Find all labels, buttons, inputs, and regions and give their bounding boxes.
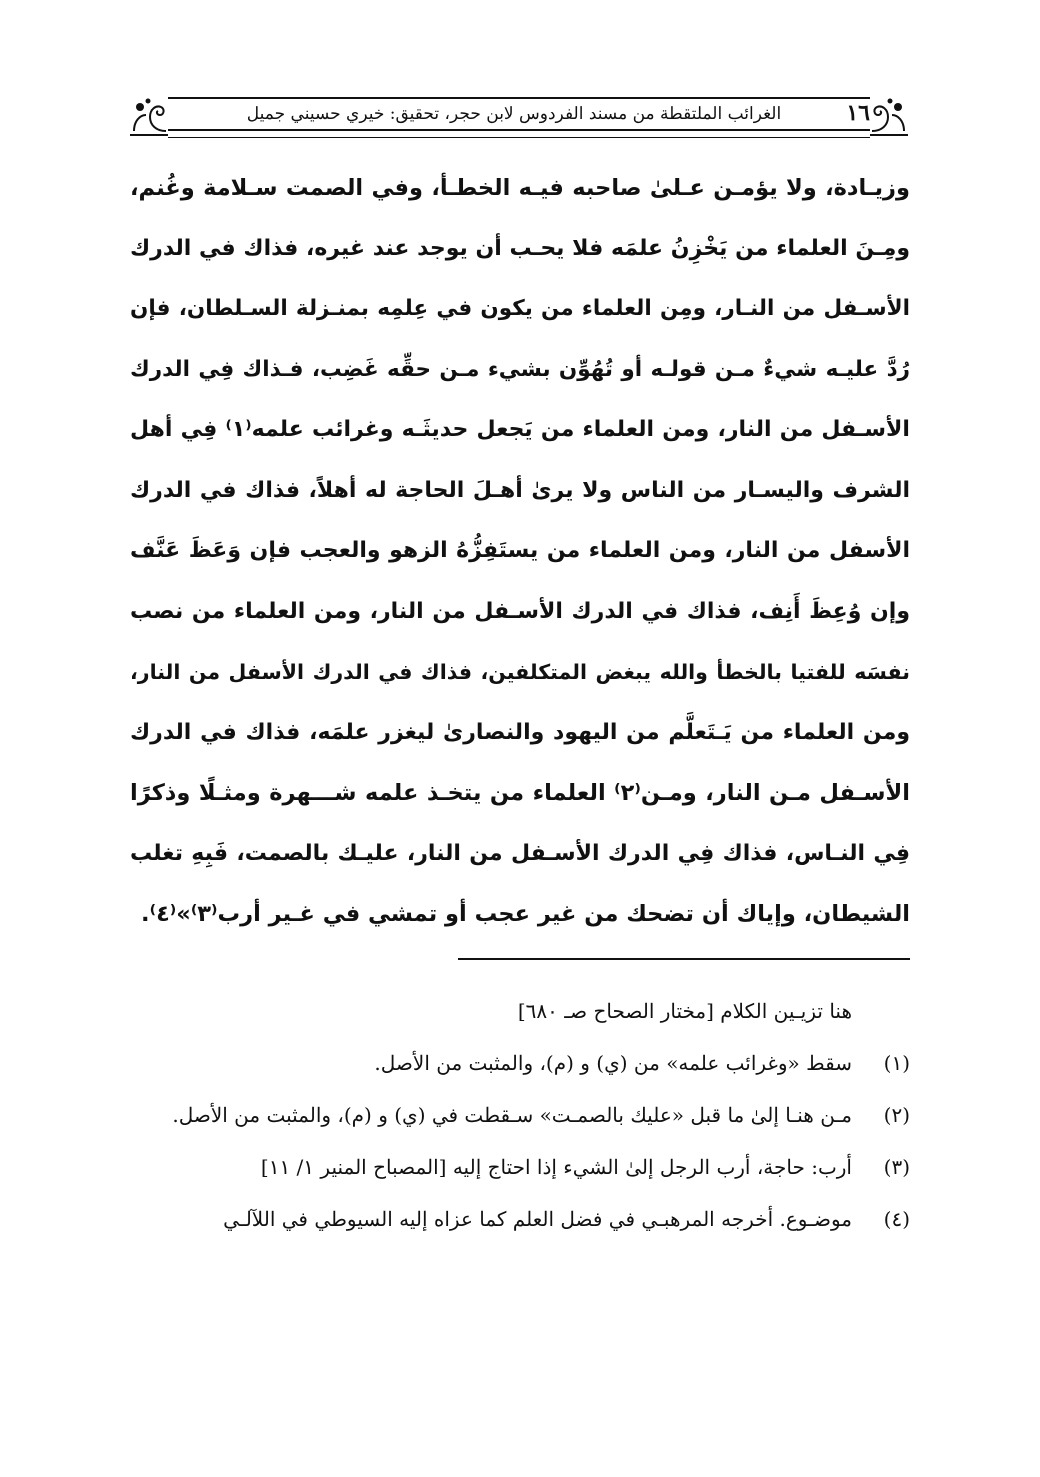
text-line: ومن العلماء من يَـتَعلَّم من اليهود والنصارىٰ ليغزر علمَه، فذاك في الدرك (130, 719, 910, 745)
footnote-text: موضـوع. أخرجه المرهبـي في فضل العلم كما عزاه إليه السيوطي في اللآلـي (223, 1207, 852, 1231)
page-number: ١٦ (846, 100, 870, 126)
page-header (128, 95, 910, 143)
text-line: الأسـفل مـن النار، ومـن⁽٢⁾ العلماء من يتخـذ علمه شـــهرة ومثـلًا وذكرًا (130, 780, 910, 806)
text-line: فِي النـاس، فذاك فِي الدرك الأسـفل من النار، عليـك بالصمت، فَبِهِ تغلب (130, 840, 910, 866)
header-bottom-rule (168, 129, 870, 138)
text-line: ومِـنَ العلماء من يَخْزِنُ علمَه فلا يحـب أن يوجد عند غيره، فذاك في الدرك (130, 235, 910, 261)
text-line: رُدَّ عليـه شيءٌ مـن قولـه أو تُهُوِّن بشيء مـن حقِّه غَضِب، فـذاك فِي الدرك (130, 356, 910, 382)
footnote-text: مـن هنـا إلىٰ ما قبل «عليك بالصمـت» سـقطت في (ي) و (م)، والمثبت من الأصل. (172, 1103, 852, 1127)
running-title: الغرائب الملتقطة من مسند الفردوس لابن حجر، تحقيق: خيري حسيني جميل (246, 104, 782, 124)
text-line: الشرف واليسـار من الناس ولا يرىٰ أهـلَ الحاجة له أهلاً، فذاك في الدرك (130, 477, 910, 503)
footnote-number: (١) (883, 1051, 910, 1075)
text-line: الأسفل من النار، ومن العلماء من يستَفِزُّهُ الزهو والعجب فإن وَعَظَ عَنَّف (130, 538, 910, 563)
footnote-text: أرب: حاجة، أرب الرجل إلىٰ الشيء إذا احتاج إليه [المصباح المنير ١/ ١١] (260, 1155, 852, 1179)
text-line: وإن وُعِظَ أَنِف، فذاك في الدرك الأسـفل من النار، ومن العلماء من نصب (130, 598, 910, 624)
main-text (130, 158, 910, 945)
ornament-right-icon (868, 95, 910, 139)
footnote-note: هنا تزيـين الكلام [مختار الصحاح صـ ٦٨٠] (517, 999, 852, 1023)
text-line: الشيطان، وإياك أن تضحك من غير عجب أو تمشي في غـير أرب⁽٣⁾»⁽٤⁾. (141, 901, 910, 927)
ornament-left-icon (128, 95, 170, 139)
text-line: وزيـادة، ولا يؤمـن عـلىٰ صاحبه فيـه الخطـأ، وفي الصمت سـلامة وغُنم، (130, 175, 910, 201)
text-line: الأسـفل من النـار، ومِن العلماء من يكون في عِلمِه بمنـزلة السـلطان، فإن (130, 296, 910, 321)
footnote-item (130, 1037, 910, 1089)
footnote-text: سقط «وغرائب علمه» من (ي) و (م)، والمثبت من الأصل. (374, 1051, 852, 1075)
footnote-number: (٢) (883, 1103, 910, 1127)
footnote-item (130, 1193, 910, 1245)
footnote-item (130, 1141, 910, 1193)
footnote-number: (٣) (883, 1155, 910, 1179)
header-top-rule (168, 97, 870, 99)
footnote-item (130, 1089, 910, 1141)
footnotes (130, 985, 910, 1245)
text-line: نفسَه للفتيا بالخطأ والله يبغض المتكلفين، فذاك في الدرك الأسفل من النار، (130, 660, 910, 684)
text-line: الأسـفل من النار، ومن العلماء من يَجعل حديثَـه وغرائب علمه⁽١⁾ فِي أهل (130, 417, 910, 442)
footnote-separator (458, 958, 910, 960)
footnote-number: (٤) (883, 1207, 910, 1231)
